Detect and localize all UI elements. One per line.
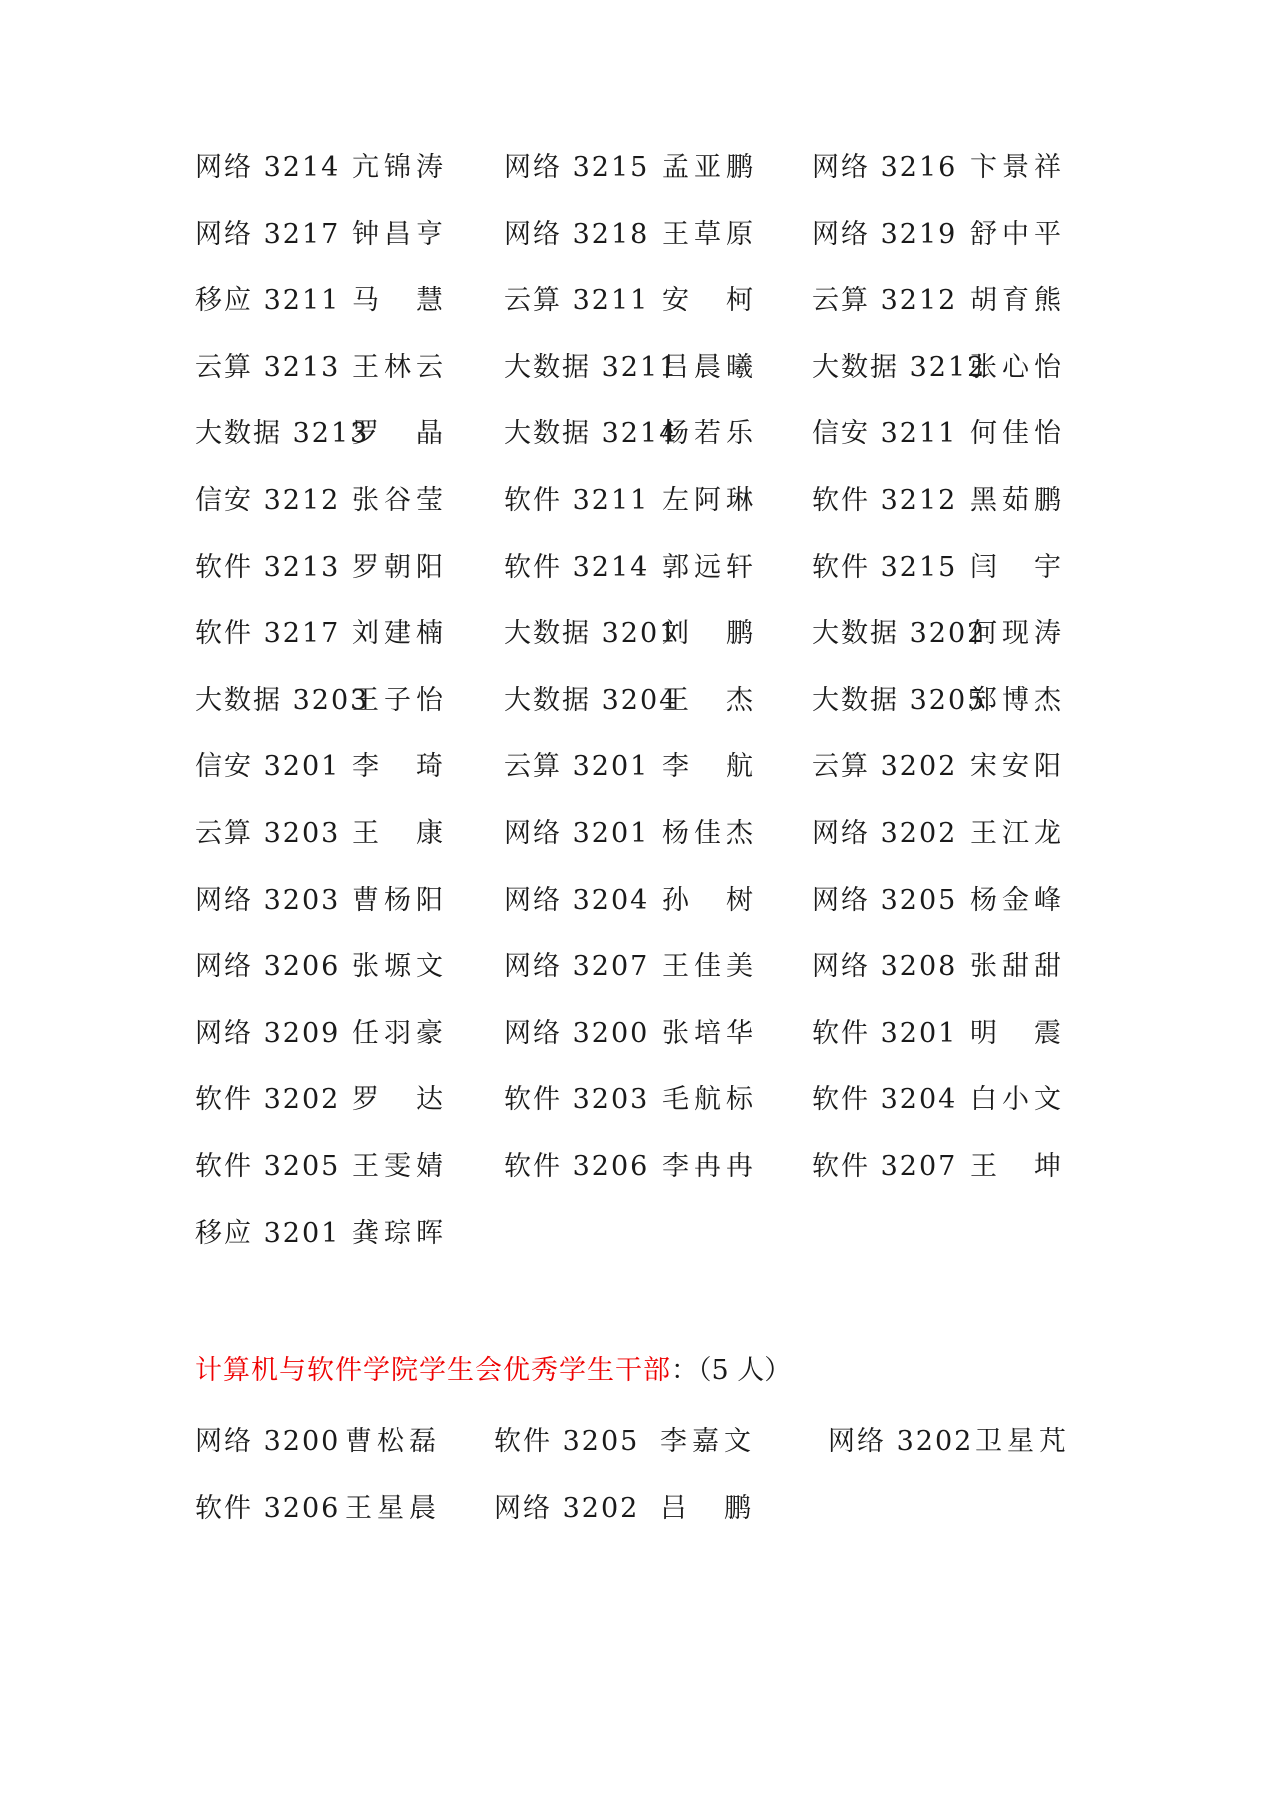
- student-name: 任羽豪: [352, 1017, 448, 1049]
- class-code: 大数据 3205: [812, 684, 987, 716]
- student-list-row: [0, 1214, 1271, 1254]
- class-code: 网络 3217: [195, 218, 341, 250]
- student-name: 白小文: [970, 1084, 1066, 1116]
- class-code: 云算 3213: [195, 351, 341, 383]
- class-code: 大数据 3203: [195, 684, 370, 716]
- cadre-list-row: [0, 1489, 1271, 1529]
- student-name: 张培华: [662, 1017, 758, 1049]
- student-name: 李 航: [662, 751, 758, 783]
- student-name: 罗朝阳: [352, 551, 448, 583]
- class-code: 云算 3203: [195, 818, 341, 849]
- student-list-row: [0, 281, 1271, 321]
- student-name: 亢锦涛: [352, 152, 448, 183]
- class-code: 大数据 3204: [504, 684, 679, 716]
- class-code: 软件 3203: [504, 1084, 650, 1116]
- class-code: 软件 3202: [195, 1084, 341, 1116]
- student-name: 王佳美: [662, 951, 758, 983]
- class-code: 网络 3201: [504, 818, 650, 849]
- student-list-row: [0, 148, 1271, 188]
- class-code: 大数据 3201: [504, 618, 679, 650]
- class-code: 云算 3201: [504, 751, 650, 783]
- class-code: 软件 3213: [195, 551, 341, 583]
- student-name: 刘 鹏: [662, 618, 758, 650]
- student-name: 郑博杰: [970, 684, 1066, 716]
- student-name: 卞景祥: [970, 152, 1066, 183]
- class-code: 软件 3206: [504, 1151, 650, 1182]
- student-name: 马 慧: [352, 285, 448, 317]
- student-list-row: [0, 614, 1271, 654]
- student-name: 何现涛: [970, 618, 1066, 650]
- section-count: ：（5 人）: [671, 1355, 792, 1386]
- class-code: 网络 3219: [812, 218, 958, 250]
- student-name: 李 琦: [352, 751, 448, 783]
- student-name: 曹杨阳: [352, 884, 448, 916]
- class-code: 网络 3218: [504, 218, 650, 250]
- student-list-row: [0, 548, 1271, 588]
- student-name: 李冉冉: [662, 1151, 758, 1182]
- class-code: 软件 3214: [504, 551, 650, 583]
- student-name: 舒中平: [970, 218, 1066, 250]
- class-code: 网络 3216: [812, 152, 958, 183]
- class-code: 云算 3211: [504, 285, 650, 317]
- class-code: 网络 3214: [195, 152, 341, 183]
- class-code: 网络 3203: [195, 884, 341, 916]
- class-code: 大数据 3214: [504, 418, 679, 450]
- student-name: 郭远轩: [662, 551, 758, 583]
- student-name: 龚琮晖: [352, 1217, 448, 1249]
- student-name: 王草原: [662, 218, 758, 250]
- class-code: 软件 3215: [812, 551, 958, 583]
- student-name: 王 杰: [662, 684, 758, 716]
- student-name: 毛航标: [662, 1084, 758, 1116]
- student-name: 王 坤: [970, 1151, 1066, 1182]
- class-code: 网络 3205: [812, 884, 958, 916]
- student-name: 张谷莹: [352, 485, 448, 516]
- student-name: 黑茹鹏: [970, 485, 1066, 516]
- class-code: 网络 3215: [504, 152, 650, 183]
- class-code: 网络 3206: [195, 951, 341, 983]
- student-name: 明 震: [970, 1017, 1066, 1049]
- student-name: 罗 晶: [352, 418, 448, 450]
- student-name: 王子怡: [352, 684, 448, 716]
- class-code: 软件 3205: [494, 1426, 640, 1457]
- class-code: 大数据 3202: [812, 618, 987, 650]
- student-name: 张甜甜: [970, 951, 1066, 983]
- student-name: 吕 鹏: [660, 1493, 756, 1524]
- student-name: 刘建楠: [352, 618, 448, 650]
- class-code: 云算 3212: [812, 285, 958, 317]
- student-name: 罗 达: [352, 1084, 448, 1116]
- student-list-row: [0, 947, 1271, 987]
- class-code: 大数据 3212: [812, 351, 987, 383]
- class-code: 网络 3202: [828, 1426, 974, 1457]
- student-name: 王 康: [352, 818, 448, 849]
- student-name: 闫 宇: [970, 551, 1066, 583]
- class-code: 软件 3206: [195, 1493, 341, 1524]
- class-code: 信安 3201: [195, 751, 341, 783]
- class-code: 信安 3212: [195, 485, 341, 516]
- class-code: 大数据 3213: [195, 418, 370, 450]
- student-name: 杨若乐: [662, 418, 758, 450]
- student-name: 胡育熊: [970, 285, 1066, 317]
- class-code: 网络 3204: [504, 884, 650, 916]
- class-code: 移应 3201: [195, 1217, 341, 1249]
- class-code: 软件 3211: [504, 485, 650, 516]
- class-code: 大数据 3211: [504, 351, 679, 383]
- student-list-row: [0, 215, 1271, 255]
- class-code: 软件 3207: [812, 1151, 958, 1182]
- class-code: 信安 3211: [812, 418, 958, 450]
- student-name: 孙 树: [662, 884, 758, 916]
- student-list-row: [0, 481, 1271, 521]
- student-name: 何佳怡: [970, 418, 1066, 450]
- student-name: 杨佳杰: [662, 818, 758, 849]
- class-code: 网络 3208: [812, 951, 958, 983]
- class-code: 移应 3211: [195, 285, 341, 317]
- student-list-row: [0, 747, 1271, 787]
- student-name: 李嘉文: [660, 1426, 756, 1457]
- student-list-row: [0, 1014, 1271, 1054]
- student-name: 吕晨曦: [662, 351, 758, 383]
- class-code: 云算 3202: [812, 751, 958, 783]
- class-code: 网络 3207: [504, 951, 650, 983]
- student-name: 王江龙: [970, 818, 1066, 849]
- class-code: 网络 3200: [504, 1017, 650, 1049]
- class-code: 软件 3205: [195, 1151, 341, 1182]
- class-code: 软件 3217: [195, 618, 341, 650]
- student-list-row: [0, 881, 1271, 921]
- class-code: 网络 3200: [195, 1426, 341, 1457]
- class-code: 网络 3209: [195, 1017, 341, 1049]
- class-code: 软件 3212: [812, 485, 958, 516]
- student-name: 孟亚鹏: [662, 152, 758, 183]
- student-name: 张塬文: [352, 951, 448, 983]
- student-name: 左阿琳: [662, 485, 758, 516]
- class-code: 网络 3202: [812, 818, 958, 849]
- class-code: 网络 3202: [494, 1493, 640, 1524]
- cadre-list-row: [0, 1422, 1271, 1462]
- section-heading: [195, 1351, 791, 1391]
- student-name: 钟昌亨: [352, 218, 448, 250]
- section-title: 计算机与软件学院学生会优秀学生干部: [195, 1355, 671, 1386]
- student-name: 宋安阳: [970, 751, 1066, 783]
- student-list-row: [0, 414, 1271, 454]
- class-code: 软件 3201: [812, 1017, 958, 1049]
- student-list-row: [0, 1147, 1271, 1187]
- student-list-row: [0, 348, 1271, 388]
- student-name: 杨金峰: [970, 884, 1066, 916]
- class-code: 软件 3204: [812, 1084, 958, 1116]
- student-list-row: [0, 681, 1271, 721]
- student-name: 张心怡: [970, 351, 1066, 383]
- student-name: 王林云: [352, 351, 448, 383]
- student-name: 曹松磊: [345, 1426, 441, 1457]
- student-list-row: [0, 814, 1271, 854]
- student-name: 安 柯: [662, 285, 758, 317]
- student-name: 卫星芃: [975, 1426, 1071, 1457]
- student-name: 王星晨: [345, 1493, 441, 1524]
- student-name: 王雯婧: [352, 1151, 448, 1182]
- student-list-row: [0, 1080, 1271, 1120]
